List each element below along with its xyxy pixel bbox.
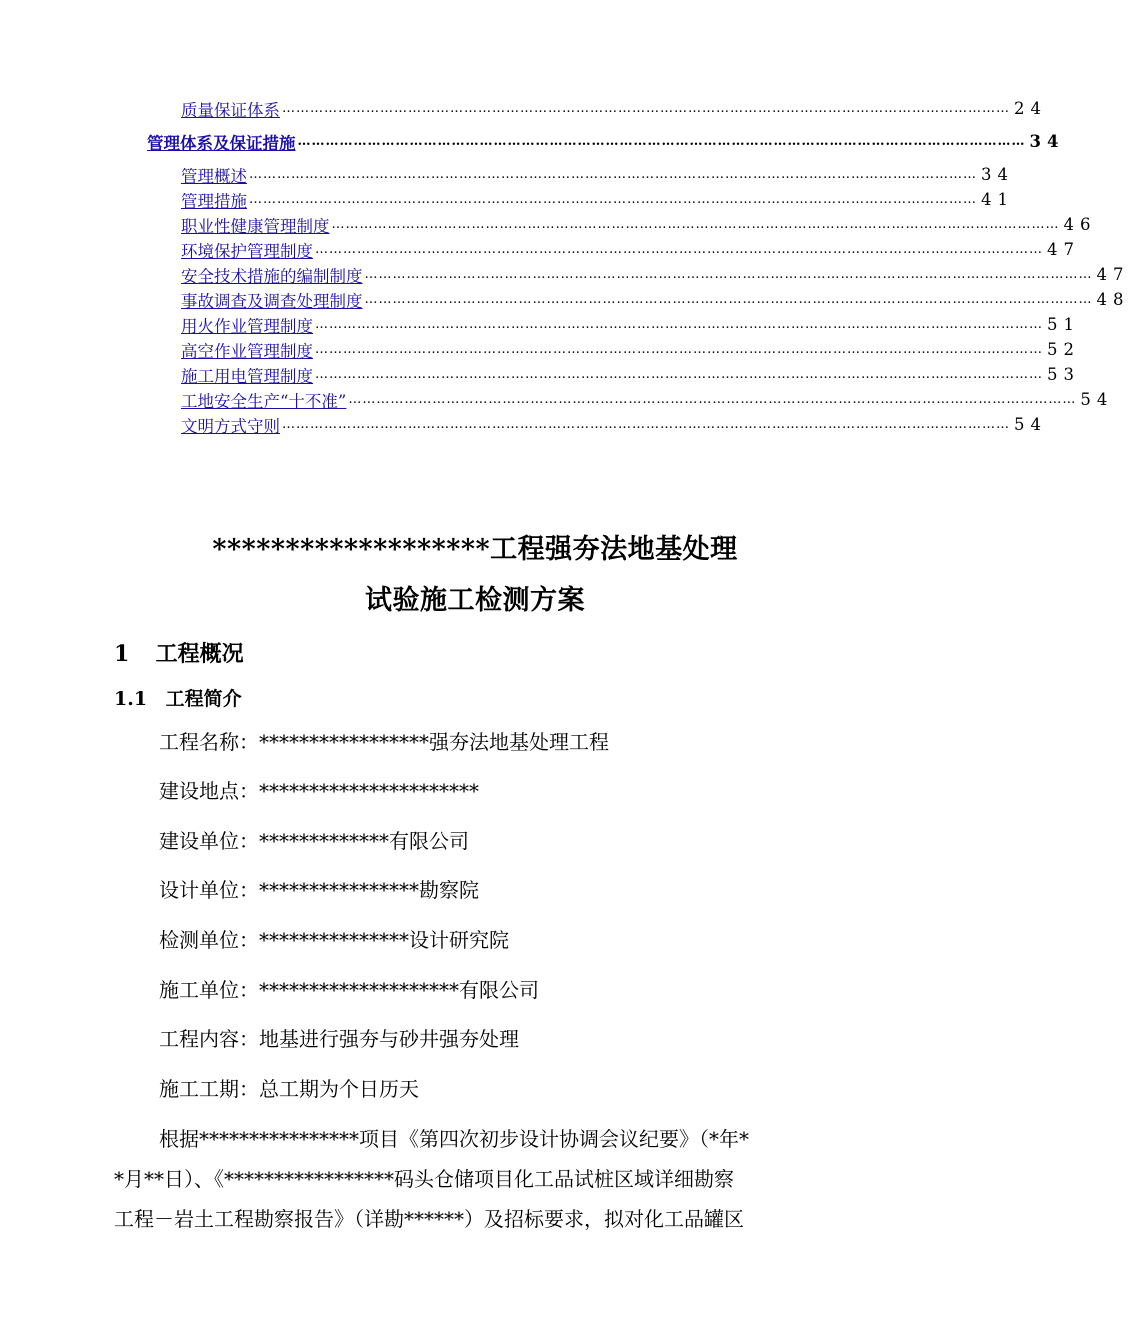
body-line: 根据****************项目《第四次初步设计协调会议纪要》（*年* — [159, 1127, 749, 1151]
body-paragraph — [114, 1119, 844, 1239]
field-inspector: 检测单位：***************设计研究院 — [159, 928, 509, 952]
toc-entry[interactable] — [0, 312, 1080, 337]
table-of-contents — [0, 96, 1130, 437]
toc-leader: ………………………………………………………………………………………………………………………………………… — [348, 392, 1077, 407]
toc-link[interactable]: 事故调查及调查处理制度 — [181, 291, 363, 311]
toc-leader: ………………………………………………………………………………………………………………………………………… — [331, 217, 1060, 232]
toc-leader: ………………………………………………………………………………………………………………………………………… — [249, 167, 977, 182]
toc-link[interactable]: 管理措施 — [181, 191, 247, 211]
toc-leader: ………………………………………………………………………………………………………………………………………… — [249, 192, 977, 207]
toc-entry[interactable] — [0, 162, 1014, 187]
toc-link[interactable]: 管理概述 — [181, 166, 247, 186]
subsection-heading — [114, 684, 242, 711]
toc-entry[interactable] — [0, 262, 1130, 287]
toc-entry[interactable] — [0, 237, 1080, 262]
document-title-line-2: 试验施工检测方案 — [365, 585, 585, 616]
toc-link[interactable]: 安全技术措施的编制制度 — [181, 266, 363, 286]
toc-page-number: 52 — [1047, 340, 1080, 359]
section-heading — [114, 637, 244, 668]
field-owner: 建设单位：*************有限公司 — [159, 829, 469, 853]
toc-leader: ………………………………………………………………………………………………………………………………………… — [364, 292, 1093, 307]
toc-page-number: 51 — [1047, 315, 1080, 334]
toc-page-number: 24 — [1014, 99, 1047, 118]
subsection-title: 工程简介 — [165, 688, 242, 710]
field-scope: 工程内容：地基进行强夯与砂井强夯处理 — [159, 1027, 519, 1051]
body-line: 工程－岩土工程勘察报告》（详勘******）及招标要求，拟对化工品罐区 — [114, 1207, 744, 1231]
toc-entry[interactable] — [0, 362, 1080, 387]
field-location: 建设地点：********************** — [159, 779, 479, 803]
body-line: *月**日）、《*****************码头仓储项目化工品试桩区域详细勘察 — [114, 1167, 734, 1191]
toc-entry[interactable] — [0, 212, 1097, 237]
toc-page-number: 54 — [1080, 390, 1114, 409]
toc-page-number: 34 — [1029, 132, 1065, 151]
field-project-name: 工程名称：*****************强夯法地基处理工程 — [159, 730, 609, 754]
toc-entry[interactable] — [0, 287, 1130, 312]
toc-page-number: 47 — [1096, 265, 1130, 284]
toc-leader: ………………………………………………………………………………………………………………………………………… — [364, 267, 1093, 282]
toc-link[interactable]: 高空作业管理制度 — [181, 341, 313, 361]
field-contractor: 施工单位：********************有限公司 — [159, 978, 539, 1002]
toc-link[interactable]: 文明方式守则 — [181, 416, 280, 436]
toc-page-number: 34 — [981, 165, 1014, 184]
toc-entry[interactable] — [0, 337, 1080, 362]
toc-entry[interactable] — [0, 412, 1047, 437]
toc-page-number: 47 — [1047, 240, 1080, 259]
toc-leader: ………………………………………………………………………………………………………………………………………… — [315, 317, 1043, 332]
toc-page-number: 53 — [1047, 365, 1080, 384]
toc-entry[interactable] — [0, 187, 1014, 212]
toc-leader: ………………………………………………………………………………………………………………………………………… — [297, 134, 1026, 149]
toc-link[interactable]: 质量保证体系 — [181, 100, 280, 120]
toc-entry[interactable] — [0, 387, 1114, 412]
toc-page-number: 46 — [1063, 215, 1097, 234]
toc-leader: ………………………………………………………………………………………………………………………………………… — [315, 367, 1043, 382]
toc-page-number: 48 — [1096, 290, 1130, 309]
toc-entry[interactable] — [0, 96, 1047, 121]
toc-link[interactable]: 施工用电管理制度 — [181, 366, 313, 386]
field-designer: 设计单位：****************勘察院 — [159, 878, 479, 902]
toc-leader: ………………………………………………………………………………………………………………………………………… — [282, 417, 1010, 432]
field-duration: 施工工期：总工期为个日历天 — [159, 1077, 419, 1101]
toc-section-entry[interactable] — [0, 125, 1065, 158]
toc-page-number: 54 — [1014, 415, 1047, 434]
section-title: 工程概况 — [155, 641, 244, 667]
toc-link[interactable]: 用火作业管理制度 — [181, 316, 313, 336]
toc-link[interactable]: 环境保护管理制度 — [181, 241, 313, 261]
toc-leader: ………………………………………………………………………………………………………………………………………… — [282, 101, 1010, 116]
toc-link[interactable]: 职业性健康管理制度 — [181, 216, 330, 236]
toc-leader: ………………………………………………………………………………………………………………………………………… — [315, 242, 1043, 257]
toc-link[interactable]: 工地安全生产“十不准” — [181, 391, 347, 411]
document-title-line-1: *******************工程强夯法地基处理 — [212, 534, 738, 565]
subsection-number: 1.1 — [114, 688, 148, 710]
toc-page-number: 41 — [981, 190, 1014, 209]
section-number: 1 — [114, 641, 130, 667]
toc-section-link[interactable]: 管理体系及保证措施 — [147, 133, 296, 153]
toc-leader: ………………………………………………………………………………………………………………………………………… — [315, 342, 1043, 357]
